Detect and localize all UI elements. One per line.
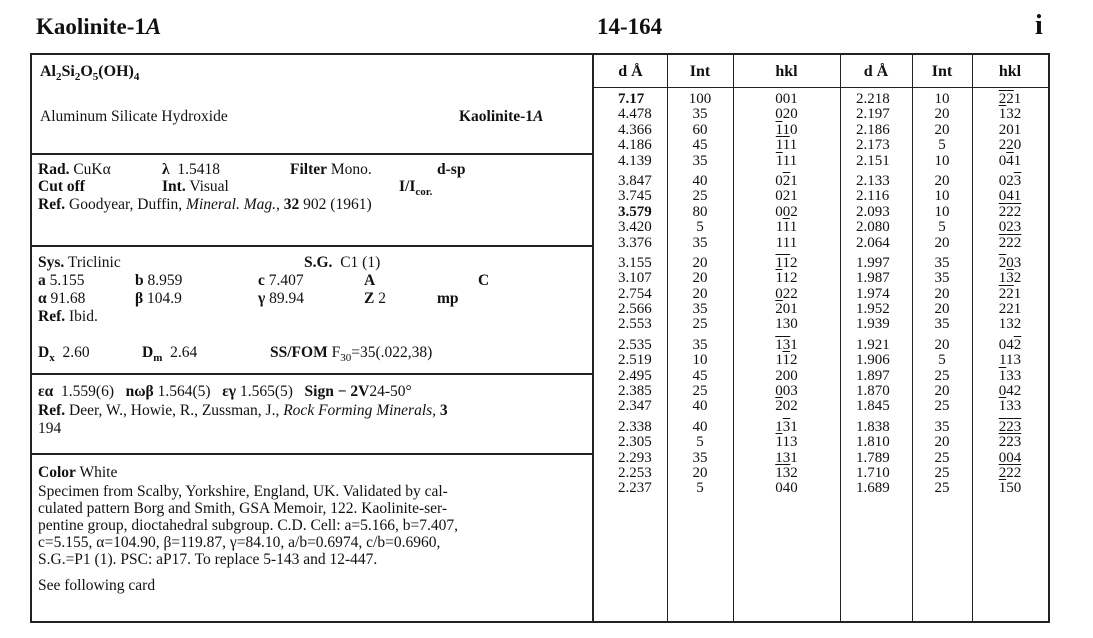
- cell-c: c 7.407: [258, 272, 304, 289]
- hkl-value: 003: [775, 383, 798, 400]
- hkl-value: 113: [775, 434, 798, 451]
- intensity-value: 35: [692, 449, 708, 466]
- d-spacing-value: 2.186: [856, 121, 890, 138]
- hkl-value: 023: [998, 172, 1022, 189]
- header-hkl-right: hkl: [998, 63, 1022, 80]
- z-value: Z 2: [364, 290, 386, 307]
- radiation-section: [32, 153, 592, 213]
- intensity-value: 20: [934, 383, 950, 400]
- intensity-value: 10: [934, 188, 950, 205]
- intensity-value: 20: [934, 434, 950, 451]
- d-spacing-value: 2.133: [856, 172, 890, 189]
- d-spacing-value: 2.535: [618, 336, 652, 353]
- density-x: $D_x$ 2.60: [38, 344, 90, 365]
- intensity-value: 25: [934, 367, 950, 384]
- intensity-value: 25: [934, 480, 950, 497]
- intensity-value: 5: [938, 219, 946, 236]
- hkl-value: 222: [998, 203, 1022, 220]
- intensity-value: 25: [692, 316, 708, 333]
- intensity-value: 45: [692, 137, 708, 154]
- d-spacing-value: 4.139: [618, 152, 652, 169]
- d-spacing-value: 4.186: [618, 137, 652, 154]
- card-number: 14-164: [597, 14, 663, 39]
- cell-beta: β 104.9: [135, 290, 182, 307]
- column-divider: [840, 55, 841, 621]
- header-d-left: d Å: [618, 63, 643, 80]
- chemical-formula: $Al_2Si_2O_5(OH)_4$: [40, 63, 140, 84]
- d-spacing-value: 2.754: [618, 285, 652, 302]
- intensity-value: 45: [692, 367, 708, 384]
- d-spacing-value: 2.495: [618, 367, 652, 384]
- intensity-value: 25: [934, 449, 950, 466]
- intensity-value: 20: [934, 285, 950, 302]
- mineral-name: Kaolinite-1A: [459, 108, 544, 125]
- intensity-value: 20: [934, 301, 950, 318]
- column-hkl-right: [972, 92, 1048, 497]
- hkl-value: 023: [998, 219, 1022, 236]
- hkl-value: 200: [775, 367, 798, 384]
- hkl-value: 113: [999, 352, 1021, 369]
- d-spacing-value: 2.519: [618, 352, 652, 369]
- d-spacing-value: 2.237: [618, 480, 652, 497]
- intensity-value: 60: [692, 121, 708, 138]
- d-spacing-value: 1.974: [856, 285, 890, 302]
- intensity-value: 20: [934, 106, 950, 123]
- d-spacing-value: 1.921: [856, 336, 890, 353]
- d-spacing-value: 2.385: [618, 383, 652, 400]
- d-spacing-value: 1.870: [856, 383, 890, 400]
- hkl-value: 002: [775, 203, 798, 220]
- intensity-value: 35: [934, 418, 950, 435]
- quality-mark-icon: i: [1035, 10, 1043, 41]
- hkl-value: 221: [998, 91, 1022, 107]
- cell-alpha: α 91.68: [38, 290, 86, 307]
- hkl-value: 222: [998, 464, 1022, 481]
- radiation-line: Rad. CuKα: [38, 161, 111, 178]
- header-int-left: Int: [689, 63, 711, 80]
- intensity-value: 20: [692, 254, 708, 271]
- intensity-value: 25: [692, 188, 708, 205]
- intensity-value: 35: [692, 336, 708, 353]
- ratio-c: C: [478, 272, 490, 289]
- intensity-value: 20: [934, 234, 950, 251]
- d-spacing-value: 3.376: [618, 234, 652, 251]
- radiation-reference: Ref. Goodyear, Duffin, Mineral. Mag., 32 902 (1961): [38, 196, 372, 213]
- hkl-value: 112: [775, 352, 798, 369]
- hkl-value: 111: [775, 152, 798, 169]
- d-spacing-value: 1.939: [856, 316, 890, 333]
- density-m: $D_m$ 2.64: [142, 344, 198, 365]
- d-spacing-value: 2.338: [618, 418, 652, 435]
- color-field: Color White: [38, 464, 118, 481]
- d-spacing-value: 1.987: [856, 270, 890, 287]
- intensity-value: 20: [692, 270, 708, 287]
- d-spacing-value: 1.897: [856, 367, 890, 384]
- card-info-panel: [30, 53, 594, 623]
- hkl-value: 150: [998, 480, 1022, 497]
- column-d-right: [856, 92, 890, 497]
- d-spacing-value: 2.064: [856, 234, 890, 251]
- intensity-value: 40: [692, 172, 708, 189]
- intensity-value: 35: [934, 270, 950, 287]
- intensity-value: 5: [696, 434, 704, 451]
- intensity-value: 80: [692, 203, 708, 220]
- d-spacing-value: 1.906: [856, 352, 890, 369]
- column-int-left: [667, 92, 733, 497]
- d-spacing-value: 1.710: [856, 464, 890, 481]
- intensity-value: 25: [934, 464, 950, 481]
- hkl-value: 112: [775, 270, 798, 287]
- d-spacing-value: 2.218: [856, 91, 890, 107]
- crystal-system: Sys. Triclinic: [38, 254, 121, 271]
- optical-data: εα 1.559(6) nωβ 1.564(5) εγ 1.565(5) Sign − 2V24-50°: [38, 383, 412, 400]
- hkl-value: 132: [775, 464, 798, 481]
- d-spacing-value: 2.173: [856, 137, 890, 154]
- optical-section: [32, 373, 592, 437]
- intensity-value: 35: [692, 152, 708, 169]
- intensity-value: 35: [934, 316, 950, 333]
- hkl-value: 041: [998, 152, 1022, 169]
- lambda-field: λ 1.5418: [162, 161, 220, 178]
- intensity-value: 100: [688, 91, 712, 107]
- d-spacing-value: 4.366: [618, 121, 652, 138]
- d-spacing-value: 1.952: [856, 301, 890, 318]
- column-hkl-left: [733, 92, 840, 497]
- intensity-value: 5: [696, 219, 704, 236]
- optical-reference: Ref. Deer, W., Howie, R., Zussman, J., Rock Forming Minerals, 3: [38, 402, 448, 419]
- intensity-value: 40: [692, 418, 708, 435]
- column-int-right: [912, 92, 972, 497]
- comment-line: culated pattern Borg and Smith, GSA Memoir, 122. Kaolinite-ser-: [38, 500, 448, 517]
- d-spacing-value: 2.197: [856, 106, 890, 123]
- d-spacing-value: 3.745: [618, 188, 652, 205]
- hkl-value: 223: [998, 434, 1022, 451]
- intensity-value: 35: [692, 301, 708, 318]
- hkl-value: 220: [998, 137, 1022, 154]
- intensity-value: 5: [696, 480, 704, 497]
- intensity-value: 35: [692, 106, 708, 123]
- intensity-value: 20: [934, 336, 950, 353]
- icor-field: $I/I_{cor.}$: [399, 178, 433, 199]
- comments-section: [32, 453, 592, 594]
- d-spacing-value: 1.689: [856, 480, 890, 497]
- hkl-value: 021: [775, 188, 798, 205]
- d-spacing-value: 7.17: [618, 91, 645, 107]
- d-spacing-value: 1.810: [856, 434, 890, 451]
- intensity-value: 5: [938, 352, 946, 369]
- hkl-value: 223: [998, 418, 1022, 435]
- d-spacing-value: 3.847: [618, 172, 652, 189]
- crystal-section: [32, 245, 592, 365]
- header-d-right: d Å: [863, 63, 889, 80]
- column-d-left: [618, 92, 652, 497]
- figure-of-merit: SS/FOM $F_{30}=35(.022,38)$: [270, 344, 433, 365]
- hkl-value: 042: [998, 336, 1022, 353]
- hkl-value: 022: [775, 285, 798, 302]
- hkl-value: 132: [998, 106, 1022, 123]
- mineral-title: Kaolinite-1A: [36, 14, 162, 39]
- d-spacing-value: 2.305: [618, 434, 652, 451]
- comment-footer: See following card: [38, 577, 156, 594]
- space-group: S.G. C1 (1): [304, 254, 381, 271]
- d-spacing-value: 4.478: [618, 106, 652, 123]
- diffraction-table: [594, 53, 1050, 623]
- intensity-value: 25: [934, 398, 950, 415]
- hkl-value: 133: [998, 398, 1022, 415]
- cell-gamma: γ 89.94: [258, 290, 305, 307]
- hkl-value: 004: [998, 449, 1022, 466]
- intensity-value: 10: [934, 152, 950, 169]
- hkl-value: 221: [998, 285, 1022, 302]
- optical-reference-page: 194: [38, 420, 62, 437]
- hkl-value: 021: [775, 172, 798, 189]
- hkl-value: 111: [775, 234, 798, 251]
- hkl-value: 202: [775, 398, 798, 415]
- hkl-value: 132: [998, 316, 1022, 333]
- d-spacing-value: 2.080: [856, 219, 890, 236]
- comment-line: S.G.=P1 (1). PSC: aP17. To replace 5-143 and 12-447.: [38, 551, 378, 568]
- cutoff-field: Cut off: [38, 178, 85, 195]
- hkl-value: 221: [998, 301, 1022, 318]
- d-spacing-value: 2.553: [618, 316, 652, 333]
- intensity-value: 20: [934, 121, 950, 138]
- d-spacing-value: 2.253: [618, 464, 652, 481]
- hkl-value: 133: [998, 367, 1022, 384]
- hkl-value: 001: [775, 91, 798, 107]
- intensity-method: Int. Visual: [162, 178, 229, 195]
- d-spacing-value: 1.845: [856, 398, 890, 415]
- hkl-value: 020: [775, 106, 798, 123]
- d-spacing-value: 2.151: [856, 152, 890, 169]
- intensity-value: 25: [692, 383, 708, 400]
- intensity-value: 40: [692, 398, 708, 415]
- d-spacing-value: 2.093: [856, 203, 890, 220]
- hkl-value: 203: [998, 254, 1022, 271]
- hkl-value: 111: [775, 137, 798, 154]
- chemical-name: Aluminum Silicate Hydroxide: [40, 108, 228, 125]
- hkl-value: 201: [775, 301, 798, 318]
- d-spacing-value: 2.566: [618, 301, 652, 318]
- hkl-value: 222: [998, 234, 1022, 251]
- hkl-value: 131: [775, 418, 798, 435]
- hkl-value: 131: [775, 449, 798, 466]
- dsp-field: d-sp: [437, 161, 466, 178]
- intensity-value: 10: [934, 203, 950, 220]
- intensity-value: 20: [692, 464, 708, 481]
- d-spacing-value: 2.116: [856, 188, 890, 205]
- ratio-a: A: [364, 272, 376, 289]
- cell-b: b 8.959: [135, 272, 183, 289]
- intensity-value: 5: [938, 137, 946, 154]
- hkl-value: 042: [998, 383, 1022, 400]
- d-spacing-value: 3.107: [618, 270, 652, 287]
- header-divider: [594, 87, 1048, 88]
- d-spacing-value: 1.997: [856, 254, 890, 271]
- hkl-value: 130: [775, 316, 798, 333]
- intensity-value: 20: [934, 172, 950, 189]
- header-int-right: Int: [931, 63, 953, 80]
- hkl-value: 132: [998, 270, 1022, 287]
- d-spacing-value: 3.155: [618, 254, 652, 271]
- d-spacing-value: 3.420: [618, 219, 652, 236]
- crystal-reference: Ref. Ibid.: [38, 308, 98, 325]
- comment-line: c=5.155, α=104.90, β=119.87, γ=84.10, a/b=0.6974, c/b=0.6960,: [38, 534, 441, 551]
- comment-line: Specimen from Scalby, Yorkshire, England, UK. Validated by cal-: [38, 483, 448, 500]
- hkl-value: 201: [998, 121, 1022, 138]
- hkl-value: 111: [775, 219, 798, 236]
- intensity-value: 35: [934, 254, 950, 271]
- hkl-value: 041: [998, 188, 1022, 205]
- intensity-value: 10: [934, 91, 950, 107]
- d-spacing-value: 2.293: [618, 449, 652, 466]
- d-spacing-value: 1.789: [856, 449, 890, 466]
- d-spacing-value: 3.579: [618, 203, 652, 220]
- intensity-value: 20: [692, 285, 708, 302]
- intensity-value: 10: [692, 352, 708, 369]
- filter-field: Filter Mono.: [290, 161, 372, 178]
- melting-point: mp: [437, 290, 459, 307]
- intensity-value: 35: [692, 234, 708, 251]
- header-hkl-left: hkl: [775, 63, 798, 80]
- hkl-value: 131: [775, 336, 798, 353]
- hkl-value: 040: [775, 480, 798, 497]
- d-spacing-value: 1.838: [856, 418, 890, 435]
- d-spacing-value: 2.347: [618, 398, 652, 415]
- cell-a: a 5.155: [38, 272, 85, 289]
- hkl-value: 110: [775, 121, 798, 138]
- hkl-value: 112: [775, 254, 798, 271]
- comment-line: pentine group, dioctahedral subgroup. C.D. Cell: a=5.166, b=7.407,: [38, 517, 458, 534]
